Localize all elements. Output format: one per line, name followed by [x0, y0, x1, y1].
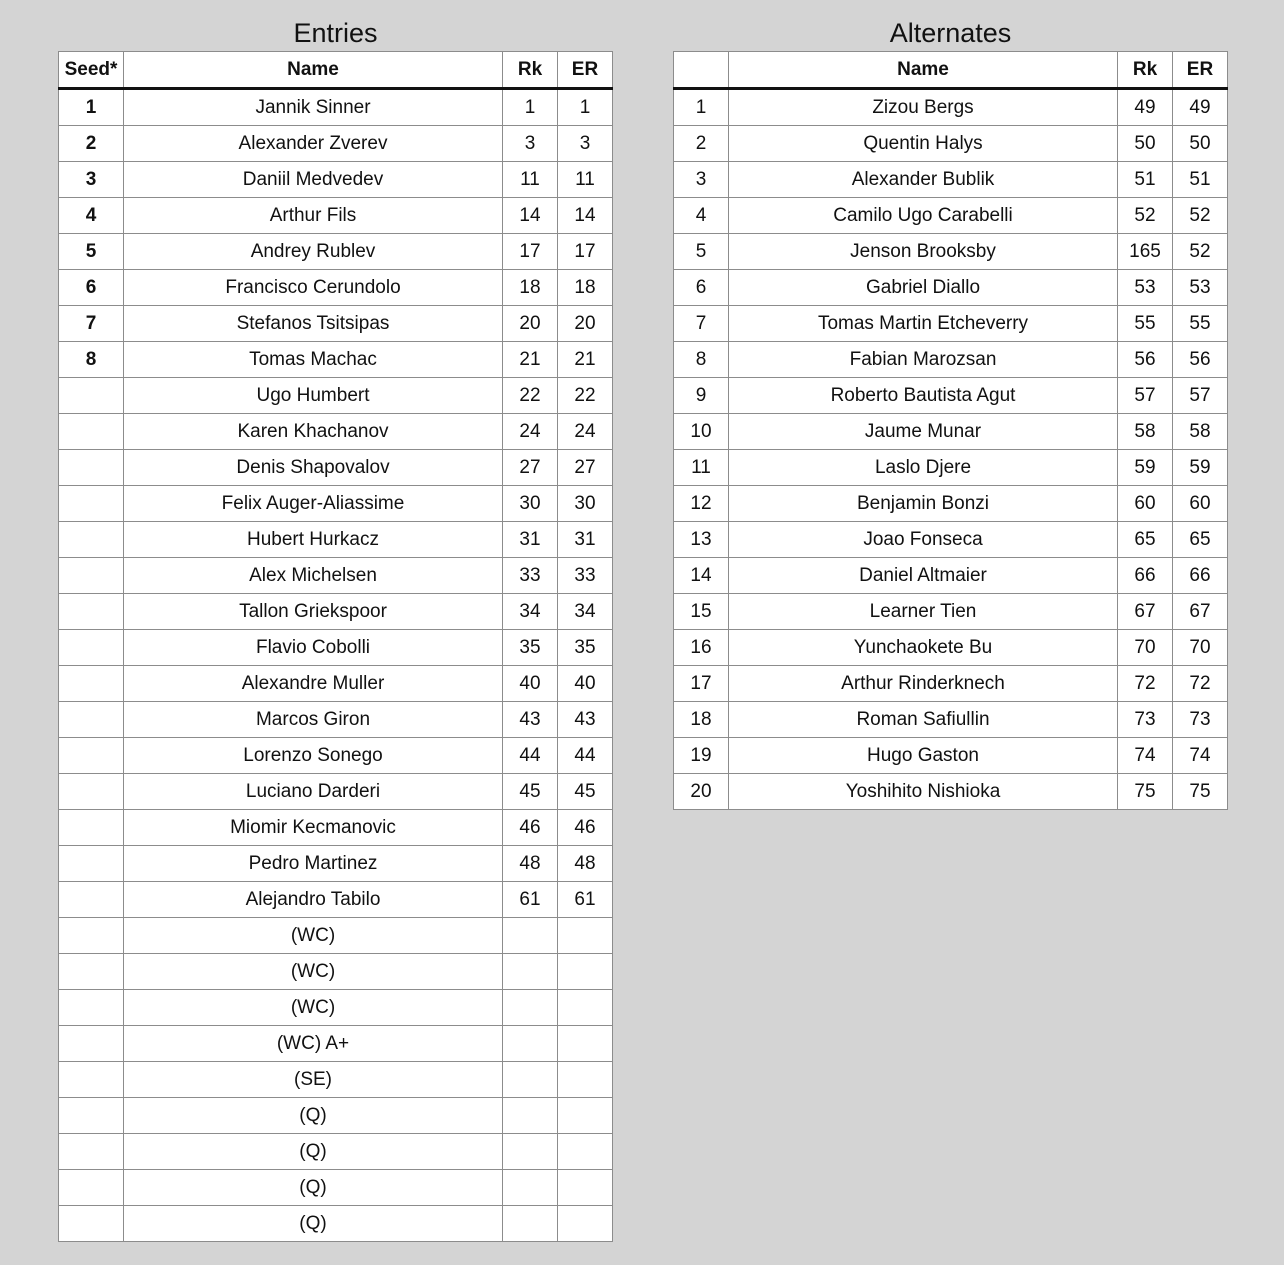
seed-cell [59, 738, 124, 774]
entry-rank-cell: 65 [1173, 522, 1228, 558]
seed-cell [59, 414, 124, 450]
player-name-cell: (WC) [124, 954, 503, 990]
table-row [674, 738, 1228, 774]
seed-cell [59, 558, 124, 594]
player-name-cell: Luciano Darderi [124, 774, 503, 810]
entry-rank-cell: 3 [558, 126, 613, 162]
table-row [59, 486, 613, 522]
table-row [674, 270, 1228, 306]
alternate-number-cell: 12 [674, 486, 729, 522]
seed-cell [59, 1098, 124, 1134]
rank-cell: 1 [503, 89, 558, 126]
entry-rank-cell [558, 1026, 613, 1062]
seed-cell: 6 [59, 270, 124, 306]
rank-cell [503, 918, 558, 954]
alternate-number-cell: 3 [674, 162, 729, 198]
alternate-number-cell: 6 [674, 270, 729, 306]
entry-rank-cell: 33 [558, 558, 613, 594]
rank-cell: 33 [503, 558, 558, 594]
table-row [674, 450, 1228, 486]
entry-rank-cell: 45 [558, 774, 613, 810]
seed-column-header: Seed* [59, 52, 124, 89]
player-name-cell: Jaume Munar [729, 414, 1118, 450]
seed-cell [59, 1062, 124, 1098]
seed-cell: 7 [59, 306, 124, 342]
table-row [59, 450, 613, 486]
alternate-number-cell: 20 [674, 774, 729, 810]
alternates-header-row [674, 52, 1228, 89]
player-name-cell: Marcos Giron [124, 702, 503, 738]
rank-cell: 51 [1118, 162, 1173, 198]
rank-cell: 70 [1118, 630, 1173, 666]
seed-cell: 4 [59, 198, 124, 234]
seed-cell [59, 450, 124, 486]
seed-cell [59, 990, 124, 1026]
rank-cell: 67 [1118, 594, 1173, 630]
entry-rank-cell: 20 [558, 306, 613, 342]
entry-rank-cell [558, 1134, 613, 1170]
rank-cell: 30 [503, 486, 558, 522]
alternate-number-cell: 18 [674, 702, 729, 738]
entry-rank-cell: 73 [1173, 702, 1228, 738]
table-row [674, 522, 1228, 558]
entry-rank-cell: 53 [1173, 270, 1228, 306]
player-name-cell: Hugo Gaston [729, 738, 1118, 774]
seed-cell [59, 1170, 124, 1206]
seed-cell [59, 774, 124, 810]
entry-rank-cell: 51 [1173, 162, 1228, 198]
entry-rank-cell: 75 [1173, 774, 1228, 810]
entry-rank-cell: 59 [1173, 450, 1228, 486]
rank-cell: 46 [503, 810, 558, 846]
entry-rank-cell: 17 [558, 234, 613, 270]
table-row [59, 918, 613, 954]
entry-rank-cell: 50 [1173, 126, 1228, 162]
entry-rank-cell: 21 [558, 342, 613, 378]
player-name-cell: Andrey Rublev [124, 234, 503, 270]
rank-cell [503, 1134, 558, 1170]
alternate-number-cell: 15 [674, 594, 729, 630]
rank-cell: 58 [1118, 414, 1173, 450]
entry-rank-cell: 35 [558, 630, 613, 666]
table-row [674, 774, 1228, 810]
table-row [59, 990, 613, 1026]
rank-cell: 55 [1118, 306, 1173, 342]
entry-rank-cell: 49 [1173, 89, 1228, 126]
rank-cell: 59 [1118, 450, 1173, 486]
table-row [59, 738, 613, 774]
player-name-cell: Laslo Djere [729, 450, 1118, 486]
entry-rank-cell: 34 [558, 594, 613, 630]
table-row [674, 414, 1228, 450]
entry-rank-cell [558, 990, 613, 1026]
rank-cell: 65 [1118, 522, 1173, 558]
entry-rank-cell [558, 1062, 613, 1098]
alternate-number-cell: 9 [674, 378, 729, 414]
alternate-number-cell: 1 [674, 89, 729, 126]
entry-rank-cell: 61 [558, 882, 613, 918]
player-name-cell: Daniel Altmaier [729, 558, 1118, 594]
seed-cell: 5 [59, 234, 124, 270]
rank-cell: 21 [503, 342, 558, 378]
entry-rank-cell: 27 [558, 450, 613, 486]
player-name-cell: Alex Michelsen [124, 558, 503, 594]
player-name-cell: Stefanos Tsitsipas [124, 306, 503, 342]
rank-cell: 17 [503, 234, 558, 270]
table-row [59, 378, 613, 414]
rank-cell: 53 [1118, 270, 1173, 306]
entry-rank-cell: 14 [558, 198, 613, 234]
alternates-body [674, 89, 1228, 810]
player-name-cell: Zizou Bergs [729, 89, 1118, 126]
table-row [59, 198, 613, 234]
rank-cell: 11 [503, 162, 558, 198]
table-row [674, 558, 1228, 594]
rank-cell: 56 [1118, 342, 1173, 378]
rank-cell [503, 990, 558, 1026]
player-name-cell: Roman Safiullin [729, 702, 1118, 738]
player-name-cell: Joao Fonseca [729, 522, 1118, 558]
seed-cell [59, 486, 124, 522]
rank-cell: 14 [503, 198, 558, 234]
rank-cell: 22 [503, 378, 558, 414]
player-name-cell: Ugo Humbert [124, 378, 503, 414]
alternate-number-cell: 2 [674, 126, 729, 162]
table-row [59, 234, 613, 270]
table-row [674, 378, 1228, 414]
entry-rank-cell: 55 [1173, 306, 1228, 342]
player-name-cell: Jannik Sinner [124, 89, 503, 126]
entry-rank-cell: 72 [1173, 666, 1228, 702]
entry-rank-cell: 66 [1173, 558, 1228, 594]
alternates-panel [673, 15, 1228, 810]
entry-rank-cell: 52 [1173, 234, 1228, 270]
alternate-number-cell: 14 [674, 558, 729, 594]
player-name-cell: Denis Shapovalov [124, 450, 503, 486]
player-name-cell: Alexander Bublik [729, 162, 1118, 198]
entry-rank-cell: 67 [1173, 594, 1228, 630]
entry-rank-cell: 58 [1173, 414, 1228, 450]
alternate-number-cell: 13 [674, 522, 729, 558]
rank-cell: 66 [1118, 558, 1173, 594]
rank-cell [503, 1206, 558, 1242]
player-name-cell: Roberto Bautista Agut [729, 378, 1118, 414]
entry-rank-cell: 60 [1173, 486, 1228, 522]
entries-body [59, 89, 613, 1242]
seed-cell: 3 [59, 162, 124, 198]
seed-cell [59, 1026, 124, 1062]
alternates-title: Alternates [889, 18, 1012, 48]
player-name-cell: Alejandro Tabilo [124, 882, 503, 918]
rank-cell: 165 [1118, 234, 1173, 270]
table-row [674, 594, 1228, 630]
player-name-cell: (SE) [124, 1062, 503, 1098]
rank-cell: 52 [1118, 198, 1173, 234]
player-name-cell: Alexander Zverev [124, 126, 503, 162]
player-name-cell: (Q) [124, 1098, 503, 1134]
entry-rank-cell: 18 [558, 270, 613, 306]
rank-column-header: Rk [503, 52, 558, 89]
alternate-number-cell: 8 [674, 342, 729, 378]
name-column-header: Name [729, 52, 1118, 89]
player-name-cell: Tallon Griekspoor [124, 594, 503, 630]
rank-cell: 44 [503, 738, 558, 774]
entry-rank-cell: 31 [558, 522, 613, 558]
seed-cell [59, 1134, 124, 1170]
entries-title: Entries [293, 18, 378, 48]
seed-cell [59, 378, 124, 414]
table-row [59, 954, 613, 990]
rank-cell [503, 954, 558, 990]
seed-cell [59, 846, 124, 882]
rank-cell [503, 1170, 558, 1206]
entry-rank-cell: 11 [558, 162, 613, 198]
player-name-cell: (Q) [124, 1206, 503, 1242]
player-name-cell: Tomas Machac [124, 342, 503, 378]
rank-cell: 3 [503, 126, 558, 162]
rank-cell: 18 [503, 270, 558, 306]
entry-rank-cell [558, 918, 613, 954]
rank-cell: 35 [503, 630, 558, 666]
table-row [59, 1134, 613, 1170]
rank-cell: 34 [503, 594, 558, 630]
player-name-cell: (WC) [124, 918, 503, 954]
entries-table [58, 51, 613, 1242]
rank-cell: 31 [503, 522, 558, 558]
table-row [59, 89, 613, 126]
table-row [59, 846, 613, 882]
rank-cell: 61 [503, 882, 558, 918]
table-row [59, 1206, 613, 1242]
entry-rank-cell [558, 1098, 613, 1134]
alternate-number-cell: 19 [674, 738, 729, 774]
table-row [59, 702, 613, 738]
table-row [59, 342, 613, 378]
table-row [674, 89, 1228, 126]
rank-cell: 24 [503, 414, 558, 450]
entry-rank-cell: 24 [558, 414, 613, 450]
entry-rank-cell: 46 [558, 810, 613, 846]
seed-cell [59, 522, 124, 558]
seed-cell: 1 [59, 89, 124, 126]
entry-rank-cell: 48 [558, 846, 613, 882]
table-row [674, 342, 1228, 378]
entry-rank-cell: 44 [558, 738, 613, 774]
seed-cell [59, 666, 124, 702]
seed-cell [59, 594, 124, 630]
player-name-cell: Yoshihito Nishioka [729, 774, 1118, 810]
table-row [59, 126, 613, 162]
player-name-cell: Arthur Rinderknech [729, 666, 1118, 702]
player-name-cell: Yunchaokete Bu [729, 630, 1118, 666]
rank-cell: 50 [1118, 126, 1173, 162]
table-row [59, 1170, 613, 1206]
table-row [59, 810, 613, 846]
table-row [674, 630, 1228, 666]
player-name-cell: (WC) A+ [124, 1026, 503, 1062]
rank-cell: 73 [1118, 702, 1173, 738]
rank-cell: 40 [503, 666, 558, 702]
rank-cell [503, 1026, 558, 1062]
seed-cell: 8 [59, 342, 124, 378]
seed-cell [59, 1206, 124, 1242]
alternate-number-cell: 4 [674, 198, 729, 234]
table-row [59, 306, 613, 342]
table-row [59, 162, 613, 198]
player-name-cell: Alexandre Muller [124, 666, 503, 702]
seed-cell [59, 882, 124, 918]
alternate-number-cell: 5 [674, 234, 729, 270]
player-name-cell: Learner Tien [729, 594, 1118, 630]
player-name-cell: Benjamin Bonzi [729, 486, 1118, 522]
seed-cell: 2 [59, 126, 124, 162]
rank-cell [503, 1098, 558, 1134]
rank-column-header: Rk [1118, 52, 1173, 89]
rank-cell: 27 [503, 450, 558, 486]
table-row [674, 666, 1228, 702]
table-row [674, 486, 1228, 522]
seed-cell [59, 630, 124, 666]
player-name-cell: (Q) [124, 1134, 503, 1170]
rank-cell: 57 [1118, 378, 1173, 414]
alternate-number-cell: 11 [674, 450, 729, 486]
alternate-number-column-header [674, 52, 729, 89]
alternate-number-cell: 10 [674, 414, 729, 450]
player-name-cell: Karen Khachanov [124, 414, 503, 450]
entries-panel [58, 15, 613, 1242]
entry-rank-cell: 1 [558, 89, 613, 126]
table-row [59, 666, 613, 702]
entry-rank-cell [558, 1170, 613, 1206]
entry-rank-cell [558, 954, 613, 990]
entry-rank-column-header: ER [1173, 52, 1228, 89]
player-name-cell: Hubert Hurkacz [124, 522, 503, 558]
rank-cell: 48 [503, 846, 558, 882]
table-row [674, 306, 1228, 342]
rank-cell: 75 [1118, 774, 1173, 810]
seed-cell [59, 918, 124, 954]
table-row [59, 774, 613, 810]
table-row [59, 522, 613, 558]
player-name-cell: Quentin Halys [729, 126, 1118, 162]
player-name-cell: Jenson Brooksby [729, 234, 1118, 270]
rank-cell: 74 [1118, 738, 1173, 774]
alternate-number-cell: 7 [674, 306, 729, 342]
rank-cell: 72 [1118, 666, 1173, 702]
player-name-cell: Pedro Martinez [124, 846, 503, 882]
player-name-cell: (Q) [124, 1170, 503, 1206]
table-row [674, 126, 1228, 162]
table-row [674, 234, 1228, 270]
player-name-cell: Francisco Cerundolo [124, 270, 503, 306]
entry-rank-cell: 40 [558, 666, 613, 702]
table-row [59, 414, 613, 450]
entry-rank-cell: 56 [1173, 342, 1228, 378]
table-row [674, 702, 1228, 738]
table-row [59, 270, 613, 306]
rank-cell: 45 [503, 774, 558, 810]
rank-cell: 49 [1118, 89, 1173, 126]
entry-rank-column-header: ER [558, 52, 613, 89]
player-name-cell: Tomas Martin Etcheverry [729, 306, 1118, 342]
name-column-header: Name [124, 52, 503, 89]
player-name-cell: Felix Auger-Aliassime [124, 486, 503, 522]
player-name-cell: Flavio Cobolli [124, 630, 503, 666]
entry-rank-cell: 30 [558, 486, 613, 522]
table-row [674, 162, 1228, 198]
rank-cell: 20 [503, 306, 558, 342]
player-name-cell: (WC) [124, 990, 503, 1026]
alternate-number-cell: 17 [674, 666, 729, 702]
table-row [674, 198, 1228, 234]
table-row [59, 1026, 613, 1062]
rank-cell [503, 1062, 558, 1098]
seed-cell [59, 954, 124, 990]
rank-cell: 60 [1118, 486, 1173, 522]
player-name-cell: Lorenzo Sonego [124, 738, 503, 774]
entry-rank-cell: 43 [558, 702, 613, 738]
rank-cell: 43 [503, 702, 558, 738]
player-name-cell: Miomir Kecmanovic [124, 810, 503, 846]
entry-rank-cell: 52 [1173, 198, 1228, 234]
entry-rank-cell: 74 [1173, 738, 1228, 774]
table-row [59, 1098, 613, 1134]
seed-cell [59, 810, 124, 846]
table-row [59, 594, 613, 630]
table-row [59, 558, 613, 594]
entries-header-row [59, 52, 613, 89]
player-name-cell: Daniil Medvedev [124, 162, 503, 198]
entry-rank-cell: 22 [558, 378, 613, 414]
player-name-cell: Gabriel Diallo [729, 270, 1118, 306]
player-name-cell: Fabian Marozsan [729, 342, 1118, 378]
entry-rank-cell: 70 [1173, 630, 1228, 666]
seed-cell [59, 702, 124, 738]
table-row [59, 1062, 613, 1098]
player-name-cell: Arthur Fils [124, 198, 503, 234]
entry-rank-cell: 57 [1173, 378, 1228, 414]
alternates-table [673, 51, 1228, 810]
alternate-number-cell: 16 [674, 630, 729, 666]
entry-rank-cell [558, 1206, 613, 1242]
player-name-cell: Camilo Ugo Carabelli [729, 198, 1118, 234]
table-row [59, 630, 613, 666]
table-row [59, 882, 613, 918]
